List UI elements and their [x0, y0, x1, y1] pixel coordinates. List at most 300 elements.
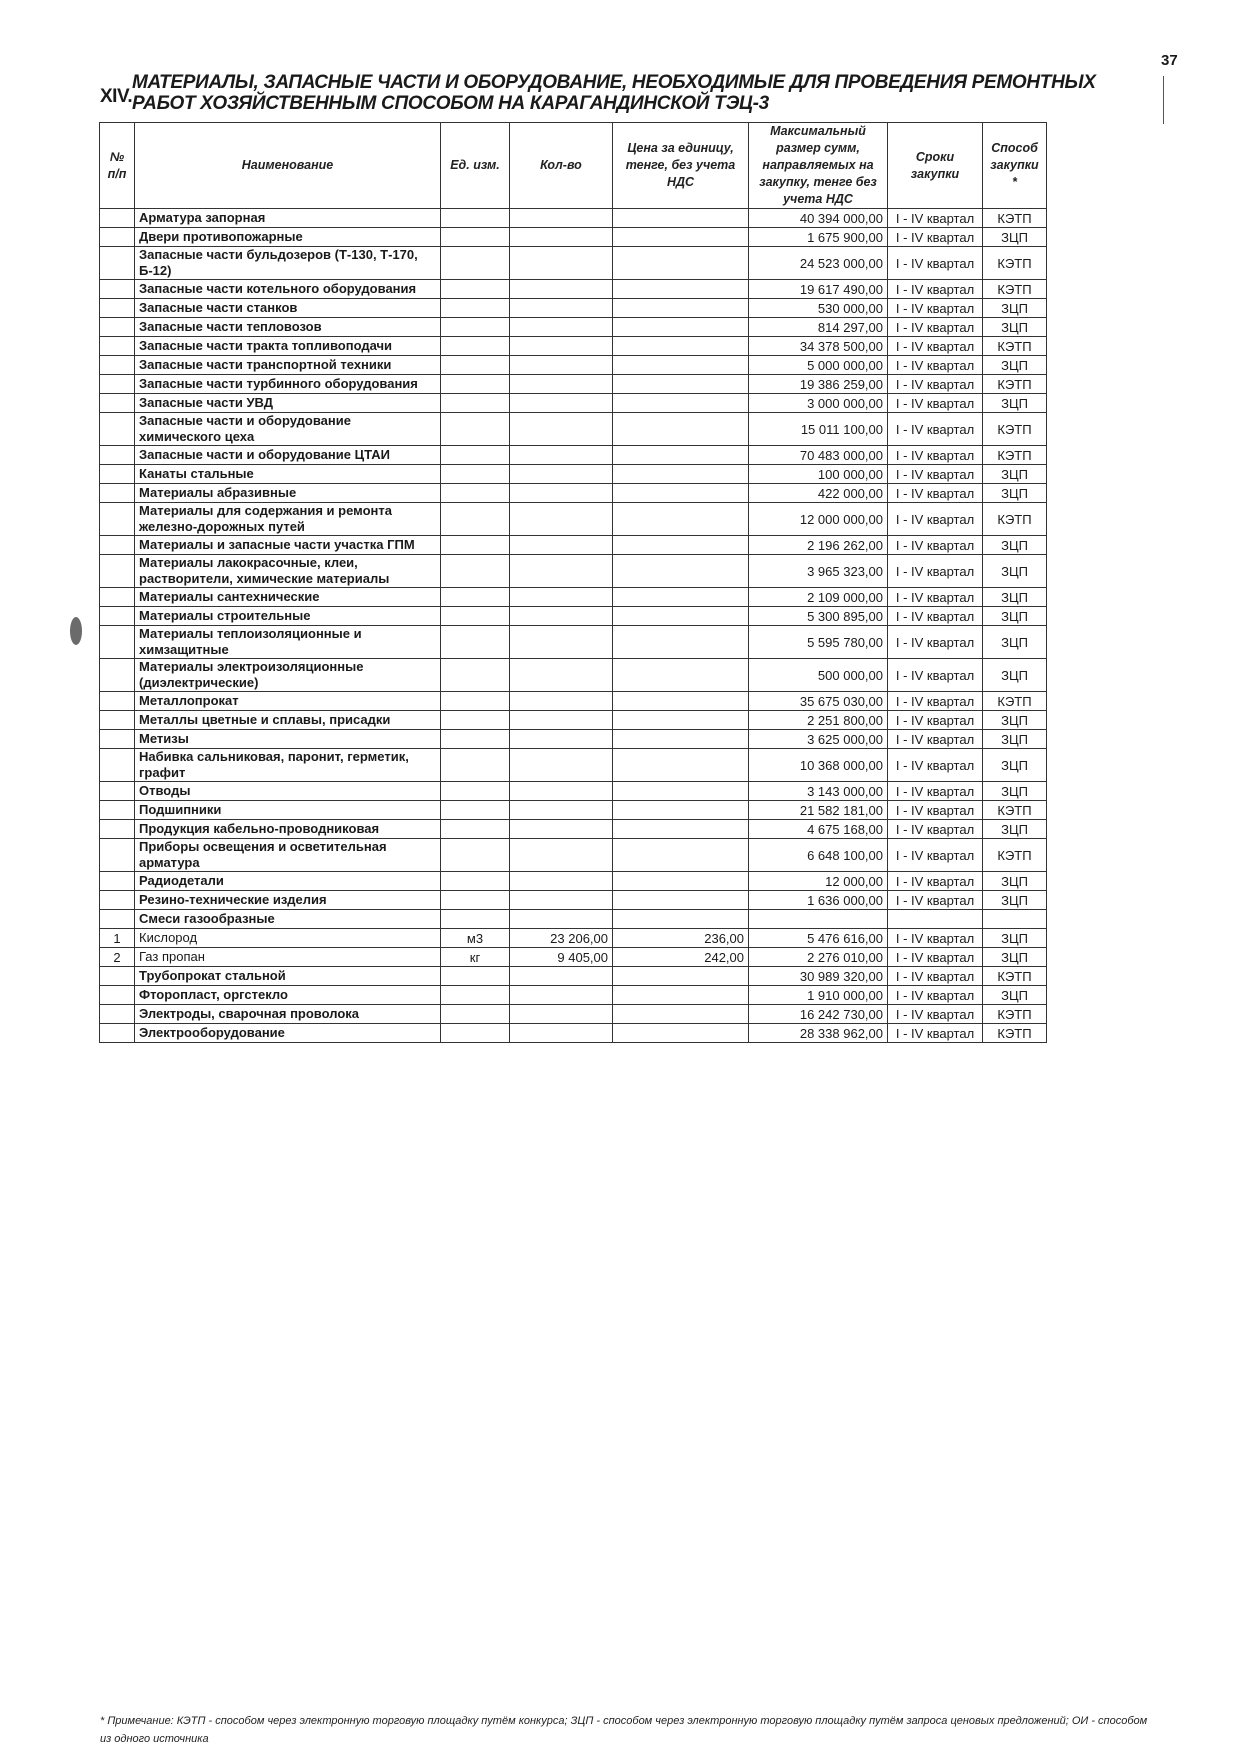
row-price — [613, 588, 749, 607]
row-method: ЗЦП — [983, 228, 1047, 247]
row-period: I - IV квартал — [888, 280, 983, 299]
table-row — [100, 1024, 1047, 1043]
row-amount: 5 000 000,00 — [749, 356, 888, 375]
row-price — [613, 209, 749, 228]
row-period: I - IV квартал — [888, 801, 983, 820]
table-row — [100, 247, 1047, 280]
row-method: КЭТП — [983, 337, 1047, 356]
row-amount: 1 910 000,00 — [749, 986, 888, 1005]
row-amount: 814 297,00 — [749, 318, 888, 337]
table-row — [100, 692, 1047, 711]
row-unit — [441, 413, 510, 446]
row-method: КЭТП — [983, 375, 1047, 394]
row-num — [100, 318, 135, 337]
section-number: XIV. — [100, 86, 133, 107]
row-price — [613, 484, 749, 503]
row-amount: 6 648 100,00 — [749, 839, 888, 872]
row-unit — [441, 209, 510, 228]
table-row — [100, 659, 1047, 692]
row-price — [613, 986, 749, 1005]
row-qty — [510, 247, 613, 280]
row-qty — [510, 555, 613, 588]
row-qty — [510, 337, 613, 356]
row-price — [613, 337, 749, 356]
row-num — [100, 536, 135, 555]
row-period: I - IV квартал — [888, 536, 983, 555]
header-method: Способ закупки * — [983, 123, 1047, 209]
row-unit — [441, 891, 510, 910]
row-price — [613, 555, 749, 588]
table-row — [100, 299, 1047, 318]
row-unit — [441, 711, 510, 730]
row-qty — [510, 356, 613, 375]
row-qty — [510, 1005, 613, 1024]
table-row — [100, 465, 1047, 484]
row-amount: 19 386 259,00 — [749, 375, 888, 394]
table-row — [100, 626, 1047, 659]
table-row — [100, 948, 1047, 967]
row-num — [100, 503, 135, 536]
row-num — [100, 910, 135, 929]
row-name: Материалы и запасные части участка ГПМ — [135, 536, 441, 555]
table-row — [100, 375, 1047, 394]
row-unit — [441, 692, 510, 711]
row-amount: 70 483 000,00 — [749, 446, 888, 465]
row-qty — [510, 394, 613, 413]
row-unit — [441, 465, 510, 484]
row-period: I - IV квартал — [888, 749, 983, 782]
table-row — [100, 503, 1047, 536]
row-name: Запасные части и оборудование химического цеха — [135, 413, 441, 446]
table-row — [100, 749, 1047, 782]
row-period: I - IV квартал — [888, 626, 983, 659]
row-qty — [510, 503, 613, 536]
section-title-line-1: МАТЕРИАЛЫ, ЗАПАСНЫЕ ЧАСТИ И ОБОРУДОВАНИЕ, НЕОБХОДИМЫЕ ДЛЯ ПРОВЕДЕНИЯ РЕМОНТНЫХ — [132, 72, 1096, 93]
row-name: Радиодетали — [135, 872, 441, 891]
row-amount: 5 300 895,00 — [749, 607, 888, 626]
row-num — [100, 484, 135, 503]
row-unit — [441, 910, 510, 929]
row-period: I - IV квартал — [888, 337, 983, 356]
row-amount: 422 000,00 — [749, 484, 888, 503]
row-method: КЭТП — [983, 247, 1047, 280]
row-name: Запасные части турбинного оборудования — [135, 375, 441, 394]
row-amount: 3 625 000,00 — [749, 730, 888, 749]
row-price — [613, 280, 749, 299]
row-qty — [510, 839, 613, 872]
table-row — [100, 356, 1047, 375]
row-method: КЭТП — [983, 280, 1047, 299]
row-amount: 2 196 262,00 — [749, 536, 888, 555]
row-qty — [510, 967, 613, 986]
row-price — [613, 967, 749, 986]
row-price — [613, 247, 749, 280]
row-qty — [510, 711, 613, 730]
row-amount: 3 965 323,00 — [749, 555, 888, 588]
row-num — [100, 394, 135, 413]
row-unit: кг — [441, 948, 510, 967]
row-price — [613, 801, 749, 820]
row-period: I - IV квартал — [888, 891, 983, 910]
row-period: I - IV квартал — [888, 711, 983, 730]
row-method: КЭТП — [983, 967, 1047, 986]
table-header-row — [100, 123, 1047, 209]
row-price — [613, 1024, 749, 1043]
row-period: I - IV квартал — [888, 446, 983, 465]
row-num — [100, 801, 135, 820]
row-name: Материалы электроизоляционные (диэлектрические) — [135, 659, 441, 692]
row-num — [100, 228, 135, 247]
row-num — [100, 247, 135, 280]
table-row — [100, 967, 1047, 986]
table-row — [100, 394, 1047, 413]
table-row — [100, 891, 1047, 910]
row-qty — [510, 299, 613, 318]
row-name: Запасные части тепловозов — [135, 318, 441, 337]
row-unit — [441, 986, 510, 1005]
row-name: Металлопрокат — [135, 692, 441, 711]
margin-rule — [1163, 76, 1164, 124]
section-title-text — [132, 72, 1096, 114]
row-method: ЗЦП — [983, 986, 1047, 1005]
row-amount: 16 242 730,00 — [749, 1005, 888, 1024]
row-qty — [510, 986, 613, 1005]
row-period: I - IV квартал — [888, 872, 983, 891]
row-price — [613, 659, 749, 692]
row-amount: 2 276 010,00 — [749, 948, 888, 967]
row-name: Метизы — [135, 730, 441, 749]
table-row — [100, 484, 1047, 503]
table-row — [100, 801, 1047, 820]
row-method: ЗЦП — [983, 607, 1047, 626]
row-method: ЗЦП — [983, 872, 1047, 891]
row-period: I - IV квартал — [888, 413, 983, 446]
row-unit — [441, 375, 510, 394]
row-num — [100, 872, 135, 891]
row-num — [100, 782, 135, 801]
row-amount: 1 636 000,00 — [749, 891, 888, 910]
row-method: КЭТП — [983, 413, 1047, 446]
table-row — [100, 446, 1047, 465]
row-amount: 34 378 500,00 — [749, 337, 888, 356]
row-price — [613, 749, 749, 782]
row-num — [100, 588, 135, 607]
row-method: ЗЦП — [983, 484, 1047, 503]
table-row — [100, 839, 1047, 872]
row-name: Запасные части и оборудование ЦТАИ — [135, 446, 441, 465]
row-qty — [510, 607, 613, 626]
row-unit — [441, 356, 510, 375]
row-name: Набивка сальниковая, паронит, герметик, графит — [135, 749, 441, 782]
row-period — [888, 910, 983, 929]
row-method: ЗЦП — [983, 555, 1047, 588]
row-unit — [441, 749, 510, 782]
row-qty: 9 405,00 — [510, 948, 613, 967]
row-method: ЗЦП — [983, 626, 1047, 659]
row-num — [100, 626, 135, 659]
row-unit — [441, 318, 510, 337]
header-amount: Максимальный размер сумм, направляемых на закупку, тенге без учета НДС — [749, 123, 888, 209]
table-body — [100, 209, 1047, 1043]
row-unit — [441, 872, 510, 891]
row-price — [613, 318, 749, 337]
row-unit — [441, 484, 510, 503]
row-price — [613, 820, 749, 839]
row-period: I - IV квартал — [888, 394, 983, 413]
row-qty — [510, 730, 613, 749]
row-unit — [441, 626, 510, 659]
row-name: Газ пропан — [135, 948, 441, 967]
row-name: Материалы строительные — [135, 607, 441, 626]
row-period: I - IV квартал — [888, 659, 983, 692]
row-price: 236,00 — [613, 929, 749, 948]
row-period: I - IV квартал — [888, 820, 983, 839]
table-row — [100, 872, 1047, 891]
row-unit — [441, 394, 510, 413]
row-period: I - IV квартал — [888, 986, 983, 1005]
row-num — [100, 820, 135, 839]
row-unit — [441, 337, 510, 356]
row-name: Электрооборудование — [135, 1024, 441, 1043]
row-period: I - IV квартал — [888, 228, 983, 247]
row-unit — [441, 820, 510, 839]
row-name: Запасные части котельного оборудования — [135, 280, 441, 299]
row-price — [613, 1005, 749, 1024]
row-name: Подшипники — [135, 801, 441, 820]
row-name: Смеси газообразные — [135, 910, 441, 929]
row-qty: 23 206,00 — [510, 929, 613, 948]
row-period: I - IV квартал — [888, 555, 983, 588]
table-row — [100, 986, 1047, 1005]
row-period: I - IV квартал — [888, 839, 983, 872]
row-qty — [510, 782, 613, 801]
row-method: ЗЦП — [983, 749, 1047, 782]
page-number: 37 — [1161, 52, 1178, 69]
table-row — [100, 555, 1047, 588]
row-name: Запасные части тракта топливоподачи — [135, 337, 441, 356]
row-qty — [510, 465, 613, 484]
row-num — [100, 413, 135, 446]
row-qty — [510, 280, 613, 299]
row-num: 2 — [100, 948, 135, 967]
row-qty — [510, 446, 613, 465]
footnote: * Примечание: КЭТП - способом через электронную торговую площадку путём конкурса; ЗЦП - способом через электронную торговую площадку путём запроса ценовых предложений; ОИ - способом из одного источника — [100, 1715, 1148, 1745]
row-amount: 3 000 000,00 — [749, 394, 888, 413]
row-amount — [749, 910, 888, 929]
row-qty — [510, 801, 613, 820]
row-amount: 5 476 616,00 — [749, 929, 888, 948]
row-period: I - IV квартал — [888, 607, 983, 626]
row-name: Канаты стальные — [135, 465, 441, 484]
row-qty — [510, 375, 613, 394]
row-num — [100, 555, 135, 588]
row-num — [100, 967, 135, 986]
row-method: ЗЦП — [983, 318, 1047, 337]
table-row — [100, 280, 1047, 299]
row-method: ЗЦП — [983, 929, 1047, 948]
row-qty — [510, 209, 613, 228]
row-period: I - IV квартал — [888, 782, 983, 801]
row-qty — [510, 318, 613, 337]
row-method: КЭТП — [983, 503, 1047, 536]
row-num — [100, 299, 135, 318]
row-period: I - IV квартал — [888, 209, 983, 228]
table-row — [100, 337, 1047, 356]
row-qty — [510, 536, 613, 555]
row-qty — [510, 588, 613, 607]
row-name: Запасные части УВД — [135, 394, 441, 413]
row-unit — [441, 228, 510, 247]
row-name: Материалы абразивные — [135, 484, 441, 503]
row-method: КЭТП — [983, 1024, 1047, 1043]
row-qty — [510, 692, 613, 711]
row-price — [613, 356, 749, 375]
row-period: I - IV квартал — [888, 356, 983, 375]
row-name: Трубопрокат стальной — [135, 967, 441, 986]
row-num — [100, 1024, 135, 1043]
row-name: Материалы лакокрасочные, клеи, растворители, химические материалы — [135, 555, 441, 588]
row-method: ЗЦП — [983, 588, 1047, 607]
row-amount: 12 000 000,00 — [749, 503, 888, 536]
row-name: Продукция кабельно-проводниковая — [135, 820, 441, 839]
row-method: КЭТП — [983, 692, 1047, 711]
row-method: ЗЦП — [983, 465, 1047, 484]
table-row — [100, 588, 1047, 607]
table-row — [100, 536, 1047, 555]
row-amount: 500 000,00 — [749, 659, 888, 692]
row-period: I - IV квартал — [888, 967, 983, 986]
row-num — [100, 1005, 135, 1024]
row-qty — [510, 626, 613, 659]
row-amount: 21 582 181,00 — [749, 801, 888, 820]
header-name: Наименование — [135, 123, 441, 209]
row-price — [613, 299, 749, 318]
row-qty — [510, 484, 613, 503]
row-num — [100, 986, 135, 1005]
row-method: ЗЦП — [983, 891, 1047, 910]
row-method: КЭТП — [983, 801, 1047, 820]
row-unit — [441, 280, 510, 299]
row-price — [613, 413, 749, 446]
row-price: 242,00 — [613, 948, 749, 967]
row-amount: 24 523 000,00 — [749, 247, 888, 280]
row-price — [613, 465, 749, 484]
row-method: КЭТП — [983, 209, 1047, 228]
row-amount: 4 675 168,00 — [749, 820, 888, 839]
row-name: Материалы сантехнические — [135, 588, 441, 607]
row-unit — [441, 503, 510, 536]
row-name: Запасные части станков — [135, 299, 441, 318]
row-num: 1 — [100, 929, 135, 948]
row-qty — [510, 1024, 613, 1043]
materials-table — [99, 122, 1047, 1043]
row-amount: 35 675 030,00 — [749, 692, 888, 711]
row-num — [100, 465, 135, 484]
row-amount: 30 989 320,00 — [749, 967, 888, 986]
row-method: ЗЦП — [983, 711, 1047, 730]
table-row — [100, 820, 1047, 839]
table-row — [100, 228, 1047, 247]
table-row — [100, 607, 1047, 626]
row-period: I - IV квартал — [888, 503, 983, 536]
header-unit: Ед. изм. — [441, 123, 510, 209]
row-unit — [441, 607, 510, 626]
row-period: I - IV квартал — [888, 1005, 983, 1024]
section-title-line-2: РАБОТ ХОЗЯЙСТВЕННЫМ СПОСОБОМ НА КАРАГАНДИНСКОЙ ТЭЦ-3 — [132, 93, 769, 114]
row-amount: 1 675 900,00 — [749, 228, 888, 247]
row-num — [100, 356, 135, 375]
row-unit — [441, 801, 510, 820]
row-unit — [441, 839, 510, 872]
row-period: I - IV квартал — [888, 1024, 983, 1043]
row-unit — [441, 588, 510, 607]
row-method — [983, 910, 1047, 929]
row-amount: 40 394 000,00 — [749, 209, 888, 228]
row-price — [613, 536, 749, 555]
row-price — [613, 692, 749, 711]
row-method: ЗЦП — [983, 356, 1047, 375]
row-price — [613, 711, 749, 730]
row-name: Металлы цветные и сплавы, присадки — [135, 711, 441, 730]
row-period: I - IV квартал — [888, 375, 983, 394]
row-unit — [441, 299, 510, 318]
row-unit — [441, 730, 510, 749]
table-row — [100, 910, 1047, 929]
table-row — [100, 413, 1047, 446]
row-amount: 2 251 800,00 — [749, 711, 888, 730]
row-period: I - IV квартал — [888, 318, 983, 337]
row-amount: 530 000,00 — [749, 299, 888, 318]
row-unit — [441, 1005, 510, 1024]
row-name: Материалы теплоизоляционные и химзащитные — [135, 626, 441, 659]
row-method: ЗЦП — [983, 299, 1047, 318]
row-num — [100, 607, 135, 626]
row-num — [100, 446, 135, 465]
row-period: I - IV квартал — [888, 588, 983, 607]
row-method: ЗЦП — [983, 782, 1047, 801]
header-period: Сроки закупки — [888, 123, 983, 209]
row-method: ЗЦП — [983, 948, 1047, 967]
row-num — [100, 749, 135, 782]
row-unit — [441, 247, 510, 280]
row-amount: 15 011 100,00 — [749, 413, 888, 446]
table-row — [100, 711, 1047, 730]
row-num — [100, 659, 135, 692]
row-method: ЗЦП — [983, 730, 1047, 749]
table-row — [100, 1005, 1047, 1024]
row-amount: 12 000,00 — [749, 872, 888, 891]
table-row — [100, 782, 1047, 801]
row-name: Кислород — [135, 929, 441, 948]
row-name: Двери противопожарные — [135, 228, 441, 247]
row-period: I - IV квартал — [888, 247, 983, 280]
row-name: Резино-технические изделия — [135, 891, 441, 910]
row-name: Фторопласт, оргстекло — [135, 986, 441, 1005]
row-amount: 2 109 000,00 — [749, 588, 888, 607]
row-price — [613, 891, 749, 910]
row-name: Приборы освещения и осветительная арматура — [135, 839, 441, 872]
row-num — [100, 839, 135, 872]
row-period: I - IV квартал — [888, 299, 983, 318]
row-qty — [510, 413, 613, 446]
row-method: КЭТП — [983, 446, 1047, 465]
row-price — [613, 394, 749, 413]
row-qty — [510, 749, 613, 782]
row-unit — [441, 1024, 510, 1043]
row-price — [613, 626, 749, 659]
row-period: I - IV квартал — [888, 484, 983, 503]
row-price — [613, 839, 749, 872]
